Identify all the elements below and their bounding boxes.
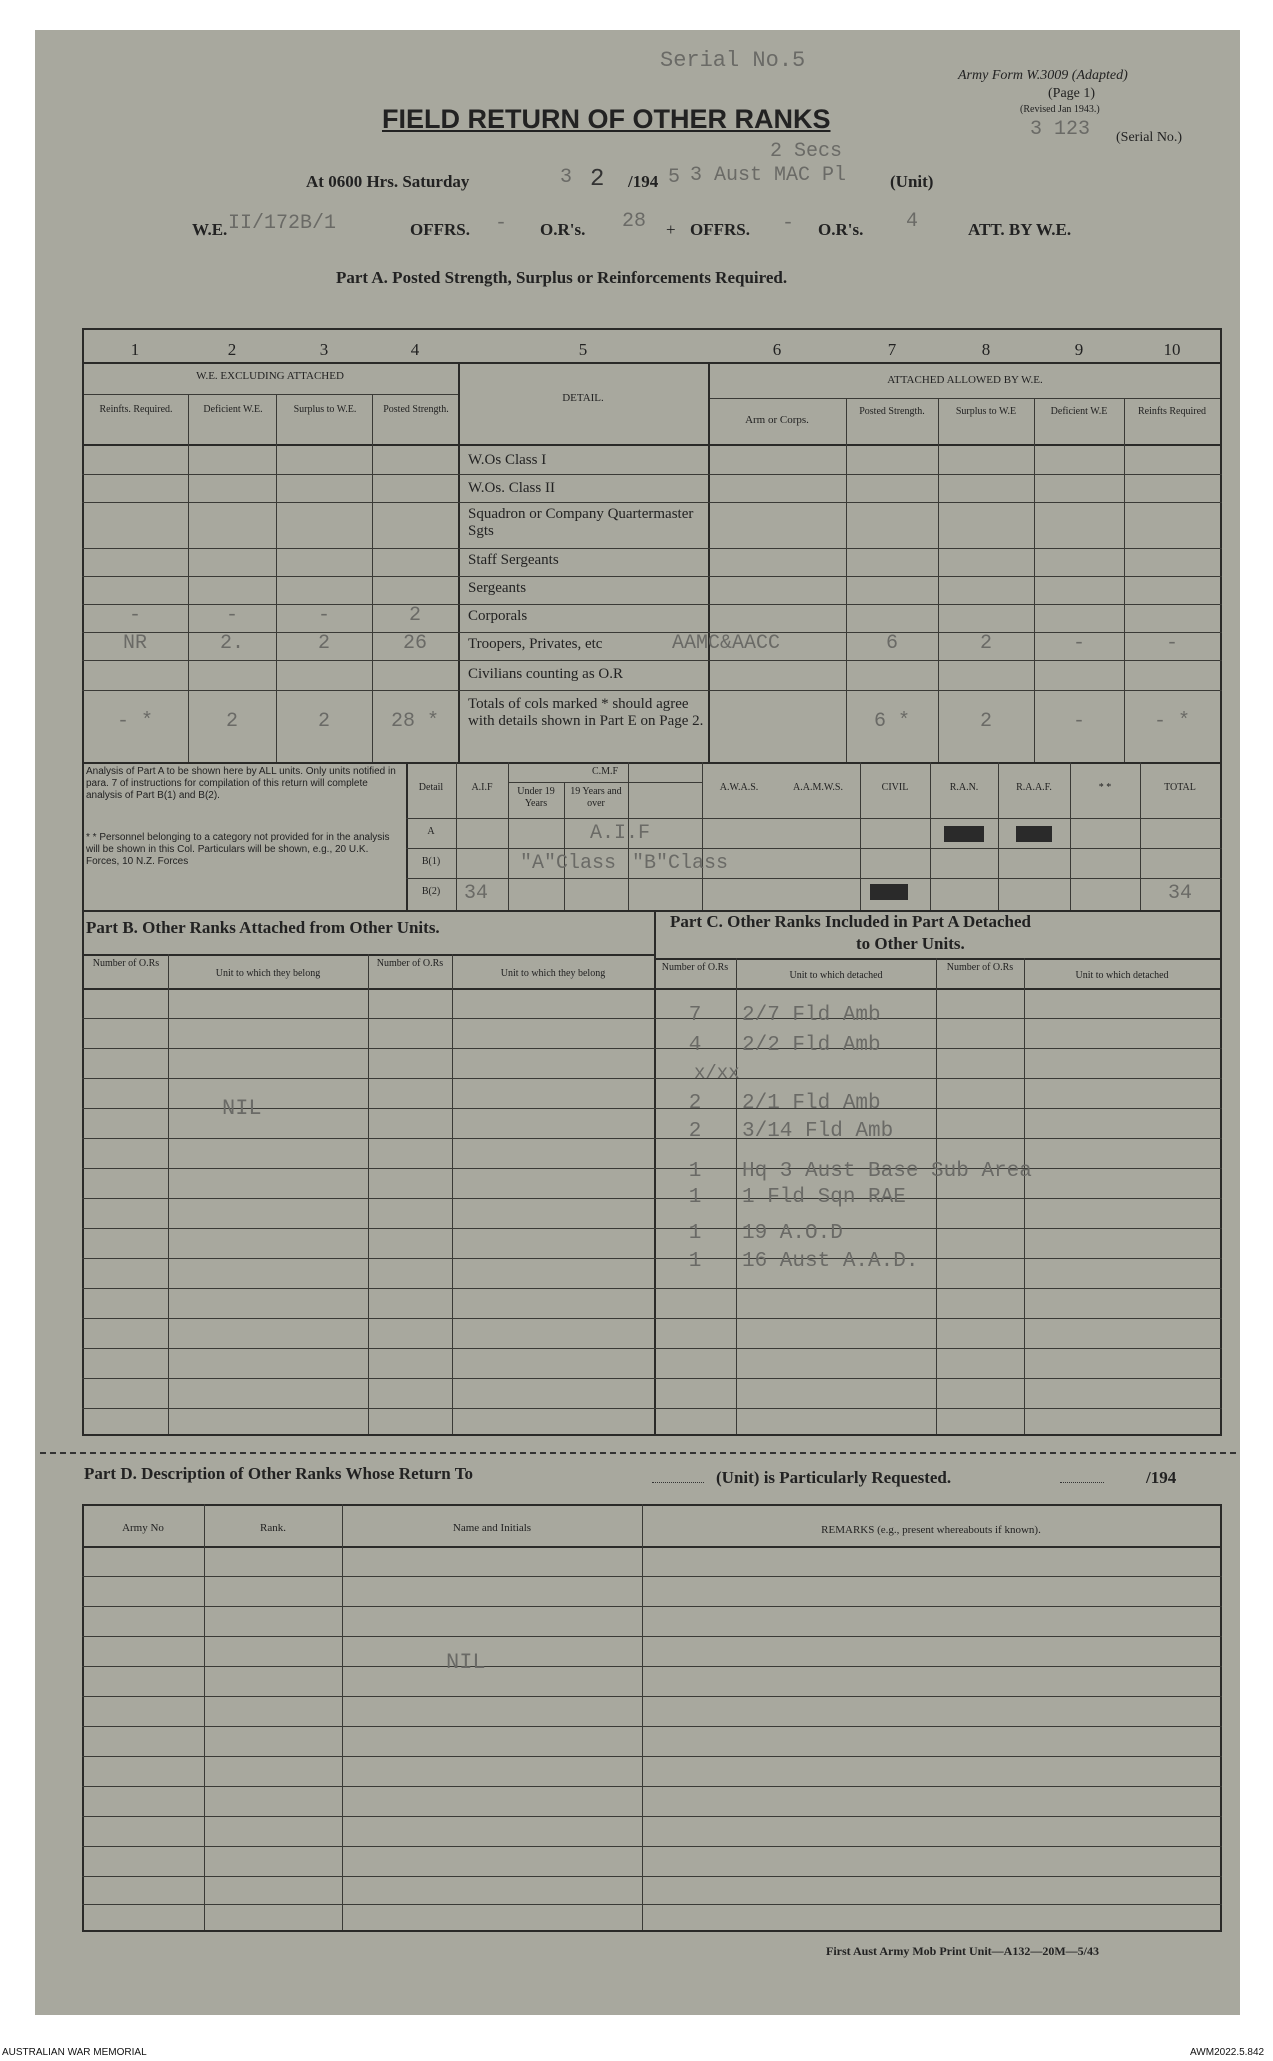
form-page: (Page 1): [1048, 86, 1096, 101]
analysis-over19-header: 19 Years and over: [570, 786, 622, 809]
troopers-c4: 26: [402, 632, 427, 655]
totals-c8: 2: [979, 710, 992, 733]
reinfts2-header: Reinfts Required: [1137, 406, 1207, 417]
serial-no-value: 3 123: [1030, 118, 1091, 141]
posted-header: Posted Strength.: [383, 404, 449, 415]
part-c-strikeout: x/xx: [694, 1062, 740, 1084]
analysis-note-1: Analysis of Part A to be shown here by ALL units. Only units notified in para. 7 of instructions for compilation of this return will complete analysis of Part B(1) and B(2).: [86, 766, 396, 801]
troopers-c8: 2: [979, 632, 992, 655]
col-number-2: 2: [227, 340, 237, 359]
group-left-header: W.E. EXCLUDING ATTACHED: [196, 370, 344, 382]
totals-c10: - *: [1153, 710, 1190, 733]
print-unit-line: First Aust Army Mob Print Unit—A132—20M—5/43: [826, 1944, 1099, 1958]
troopers-c3: 2: [317, 632, 330, 655]
detail-staff-sergeants: Staff Sergeants: [468, 552, 559, 568]
part-d-title-end: /194: [1146, 1468, 1177, 1487]
col-number-7: 7: [887, 340, 897, 359]
part-c-unit-4: 3/14 Fld Amb: [742, 1120, 894, 1143]
detail-header: DETAIL.: [562, 392, 604, 404]
analysis-b2-value: 34: [464, 882, 489, 905]
totals-c4: 28 *: [390, 710, 439, 733]
analysis-aif-header: A.I.F: [471, 782, 493, 793]
date-year-prefix: /194: [628, 172, 659, 191]
analysis-awas-header: A.W.A.S.: [719, 782, 759, 793]
part-c-unit-7: 19 A.O.D: [742, 1222, 843, 1245]
part-b-unit-header: Unit to which they belong: [215, 968, 321, 979]
corporals-c2: -: [225, 604, 238, 627]
totals-c1: - *: [116, 710, 153, 733]
serial-no-label: (Serial No.): [1116, 130, 1183, 145]
analysis-a-value: A.I.F: [590, 822, 651, 845]
corporals-c1: -: [128, 604, 141, 627]
part-d-title: Part D. Description of Other Ranks Whose Return To: [84, 1464, 473, 1483]
detail-civilians: Civilians counting as O.R: [468, 666, 623, 682]
part-b-title: Part B. Other Ranks Attached from Other Units.: [86, 918, 440, 937]
arm-header: Arm or Corps.: [745, 414, 809, 426]
deficient-header: Deficient W.E.: [203, 404, 263, 415]
date-day: 3: [560, 166, 573, 189]
footer-institution: AUSTRALIAN WAR MEMORIAL: [2, 2047, 147, 2058]
plus-sign: +: [666, 220, 676, 239]
analysis-under19-header: Under 19 Years: [517, 786, 555, 809]
part-c-n-0: 7: [688, 1004, 702, 1027]
col-number-10: 10: [1163, 340, 1181, 359]
part-c-unit-0: 2/7 Fld Amb: [742, 1004, 881, 1027]
part-c-title-1: Part C. Other Ranks Included in Part A Detached: [670, 912, 1031, 931]
troopers-c6: AAMC&AACC: [672, 632, 781, 655]
surplus2-header: Surplus to W.E: [955, 406, 1017, 417]
totals-c3: 2: [317, 710, 330, 733]
offrs-label: OFFRS.: [410, 220, 470, 239]
col-number-4: 4: [410, 340, 420, 359]
detail-totals: Totals of cols marked * should agree with details shown in Part E on Page 2.: [468, 696, 704, 729]
analysis-b1-value-a: "A"Class: [520, 852, 617, 875]
unit-label: (Unit): [890, 172, 934, 191]
surplus-header: Surplus to W.E.: [293, 404, 357, 415]
part-c-unit-3: 2/1 Fld Amb: [742, 1092, 881, 1115]
part-c-unit-5: Hq 3 Aust Base Sub Area: [742, 1160, 1032, 1183]
totals-c2: 2: [225, 710, 238, 733]
analysis-civil-header: CIVIL: [881, 782, 909, 793]
part-c-unit-8: 16 Aust A.A.D.: [742, 1250, 919, 1273]
posted2-header: Posted Strength.: [859, 406, 925, 417]
detail-corporals: Corporals: [468, 608, 528, 624]
part-d-title-mid: (Unit) is Particularly Requested.: [716, 1468, 952, 1487]
analysis-row-a: A: [427, 826, 435, 837]
col-number-8: 8: [981, 340, 991, 359]
form-number: Army Form W.3009 (Adapted): [958, 68, 1128, 83]
part-b-number2-header: Number of O.Rs: [376, 958, 444, 969]
part-d-nil: NIL: [446, 1650, 486, 1675]
part-d-name-header: Name and Initials: [452, 1522, 532, 1534]
analysis-other-header: * *: [1098, 782, 1112, 793]
group-right-header: ATTACHED ALLOWED BY W.E.: [887, 374, 1043, 386]
form-revised: (Revised Jan 1943.): [1020, 104, 1100, 115]
col-number-6: 6: [772, 340, 782, 359]
at-hrs-label: At 0600 Hrs. Saturday: [306, 172, 470, 191]
part-c-n-6: 1: [688, 1186, 702, 1209]
analysis-ran-header: R.A.N.: [949, 782, 979, 793]
redaction-civil: [870, 884, 908, 900]
perforation-line: [40, 1452, 1236, 1454]
totals-c9: -: [1072, 710, 1085, 733]
analysis-aamws-header: A.A.M.W.S.: [793, 782, 843, 793]
date-year-suffix: 5: [668, 166, 681, 189]
part-c-n-4: 2: [688, 1120, 702, 1143]
part-b-number-header: Number of O.Rs: [92, 958, 160, 969]
part-d-remarks-header: REMARKS (e.g., present whereabouts if known).: [821, 1524, 1041, 1536]
troopers-c1: NR: [122, 632, 147, 655]
ors2-label: O.R's.: [818, 220, 864, 239]
part-b-nil: NIL: [222, 1096, 262, 1121]
analysis-total-header: TOTAL: [1164, 782, 1196, 793]
part-c-n-1: 4: [688, 1034, 702, 1057]
part-c-n-8: 1: [688, 1250, 702, 1273]
serial-stamp: Serial No.5: [660, 48, 806, 73]
detail-troopers: Troopers, Privates, etc: [468, 636, 603, 652]
analysis-cmf-header: C.M.F: [591, 766, 619, 777]
part-c-n-7: 1: [688, 1222, 702, 1245]
troopers-c7: 6: [885, 632, 898, 655]
corporals-c4: 2: [408, 604, 421, 627]
analysis-row-b1: B(1): [421, 856, 441, 867]
part-d-rank-header: Rank.: [260, 1522, 286, 1534]
corporals-c3: -: [317, 604, 330, 627]
analysis-raaf-header: R.A.A.F.: [1016, 782, 1052, 793]
part-c-unit-header: Unit to which detached: [789, 970, 883, 981]
detail-cqms: Squadron or Company Quartermaster Sgts: [468, 506, 694, 539]
part-b-unit2-header: Unit to which they belong: [500, 968, 606, 979]
col-number-1: 1: [130, 340, 140, 359]
offrs2-value: -: [782, 212, 795, 235]
reinfts-header: Reinfts. Required.: [99, 404, 173, 415]
page-title: FIELD RETURN OF OTHER RANKS: [382, 104, 831, 134]
redaction-ran: [944, 826, 984, 842]
ors-value: 28: [622, 210, 647, 233]
redaction-raaf: [1016, 826, 1052, 842]
part-d-army-no-header: Army No: [122, 1522, 164, 1534]
offrs2-label: OFFRS.: [690, 220, 750, 239]
analysis-note-2: * * Personnel belonging to a category not provided for in the analysis will be shown in this Col. Particulars will be shown, e.g., 20 U.K. Forces, 10 N.Z. Forces: [86, 832, 390, 867]
we-value: II/172B/1: [228, 212, 337, 235]
part-c-n-3: 2: [688, 1092, 702, 1115]
analysis-detail-header: Detail: [418, 782, 444, 793]
deficient2-header: Deficient W.E: [1050, 406, 1108, 417]
att-label: ATT. BY W.E.: [968, 220, 1072, 239]
troopers-c10: -: [1165, 632, 1178, 655]
ors-label: O.R's.: [540, 220, 586, 239]
analysis-b1-value-b: "B"Class: [632, 852, 729, 875]
part-c-unit2-header: Unit to which detached: [1075, 970, 1169, 981]
part-c-unit-1: 2/2 Fld Amb: [742, 1034, 881, 1057]
col-number-9: 9: [1074, 340, 1084, 359]
detail-sergeants: Sergeants: [468, 580, 527, 596]
part-c-number-header: Number of O.Rs: [661, 962, 729, 973]
part-a-title: Part A. Posted Strength, Surplus or Reinforcements Required.: [336, 268, 788, 287]
part-d-unit-blank: [652, 1482, 704, 1483]
ors2-value: 4: [906, 210, 919, 233]
col-number-5: 5: [578, 340, 588, 359]
date-month: 2: [590, 166, 605, 193]
troopers-c2: 2.: [219, 632, 244, 655]
unit-name: 3 Aust MAC Pl: [690, 164, 847, 187]
part-c-unit-6: 1 Fld Sqn RAE: [742, 1186, 906, 1209]
analysis-b2-total: 34: [1168, 882, 1193, 905]
offrs-value: -: [495, 212, 508, 235]
part-c-title-2: to Other Units.: [856, 934, 965, 953]
part-c-number2-header: Number of O.Rs: [946, 962, 1014, 973]
troopers-c9: -: [1072, 632, 1085, 655]
col-number-3: 3: [319, 340, 329, 359]
we-label: W.E.: [192, 220, 228, 239]
part-d-date-blank: [1060, 1482, 1104, 1483]
unit-secs: 2 Secs: [770, 140, 843, 163]
detail-wo-class-1: W.Os Class I: [468, 452, 547, 468]
part-c-n-5: 1: [688, 1160, 702, 1183]
detail-wo-class-2: W.Os. Class II: [468, 480, 555, 496]
analysis-row-b2: B(2): [421, 886, 441, 897]
footer-accession: AWM2022.5.842: [1190, 2047, 1265, 2058]
totals-c7: 6 *: [873, 710, 910, 733]
